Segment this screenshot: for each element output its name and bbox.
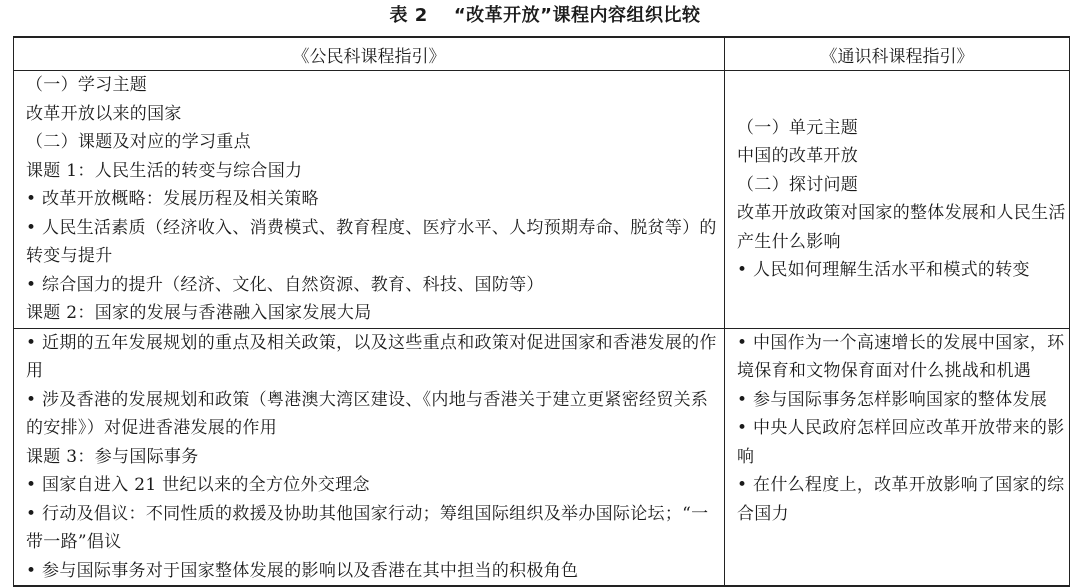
list-item: • 人民如何理解生活水平和模式的转变 (737, 260, 1030, 281)
list-item: 改革开放政策对国家的整体发展和人民生活产生什么影响 (737, 203, 1066, 252)
list-item: • 国家自进入 21 世纪以来的全方位外交理念 (26, 475, 370, 495)
header-civic-guide: 《公民科课程指引》 (14, 37, 725, 71)
list-item: （二）探讨问题 (737, 174, 859, 195)
list-item: • 人民生活素质（经济收入、消费模式、教育程度、医疗水平、人均预期寿命、脱贫等）的转变与提升 (26, 217, 717, 266)
list-item: 改革开放以来的国家 (26, 103, 182, 124)
list-item: （一）学习主题 (26, 75, 148, 95)
list-item: • 涉及香港的发展规划和政策（粤港澳大湾区建设、《内地与香港关于建立更紧密经贸关系的安排》）对促进香港发展的作用 (26, 389, 709, 438)
list-item: 中国的改革开放 (737, 146, 859, 167)
list-item: （二）课题及对应的学习重点 (26, 132, 251, 152)
liberal-cell-bottom (725, 328, 1070, 586)
list-item: • 在什么程度上，改革开放影响了国家的综合国力 (737, 475, 1065, 524)
civic-cell-top (14, 71, 725, 329)
list-item: • 参与国际事务怎样影响国家的整体发展 (737, 389, 1048, 410)
table-caption: “改革开放”课程内容组织比较 (453, 5, 701, 26)
list-item: • 参与国际事务对于国家整体发展的影响以及香港在其中担当的积极角色 (26, 560, 579, 581)
list-item: • 行动及倡议：不同性质的救援及协助其他国家行动；筹组国际组织及举办国际论坛；“一带一路”倡议 (26, 503, 709, 552)
header-liberal-studies-guide: 《通识科课程指引》 (725, 37, 1070, 71)
list-item: • 中央人民政府怎样回应改革开放带来的影响 (737, 418, 1065, 467)
list-item: 课题 2：国家的发展与香港融入国家发展大局 (26, 303, 372, 323)
table-title (0, 4, 1080, 28)
civic-cell-bottom (14, 328, 725, 586)
liberal-cell-top (725, 71, 1070, 329)
header-row (14, 37, 1070, 71)
list-item: • 近期的五年发展规划的重点及相关政策，以及这些重点和政策对促进国家和香港发展的作用 (26, 332, 717, 381)
table-number: 表 2 (389, 5, 428, 26)
table-row (14, 71, 1070, 329)
list-item: • 中国作为一个高速增长的发展中国家，环境保育和文物保育面对什么挑战和机遇 (737, 332, 1065, 381)
table-row (14, 328, 1070, 586)
list-item: • 改革开放概略：发展历程及相关策略 (26, 189, 319, 209)
list-item: （一）单元主题 (737, 117, 859, 138)
list-item: • 综合国力的提升（经济、文化、自然资源、教育、科技、国防等） (26, 274, 544, 295)
comparison-table (13, 36, 1070, 587)
list-item: 课题 1：人民生活的转变与综合国力 (26, 160, 303, 181)
list-item: 课题 3：参与国际事务 (26, 446, 199, 467)
